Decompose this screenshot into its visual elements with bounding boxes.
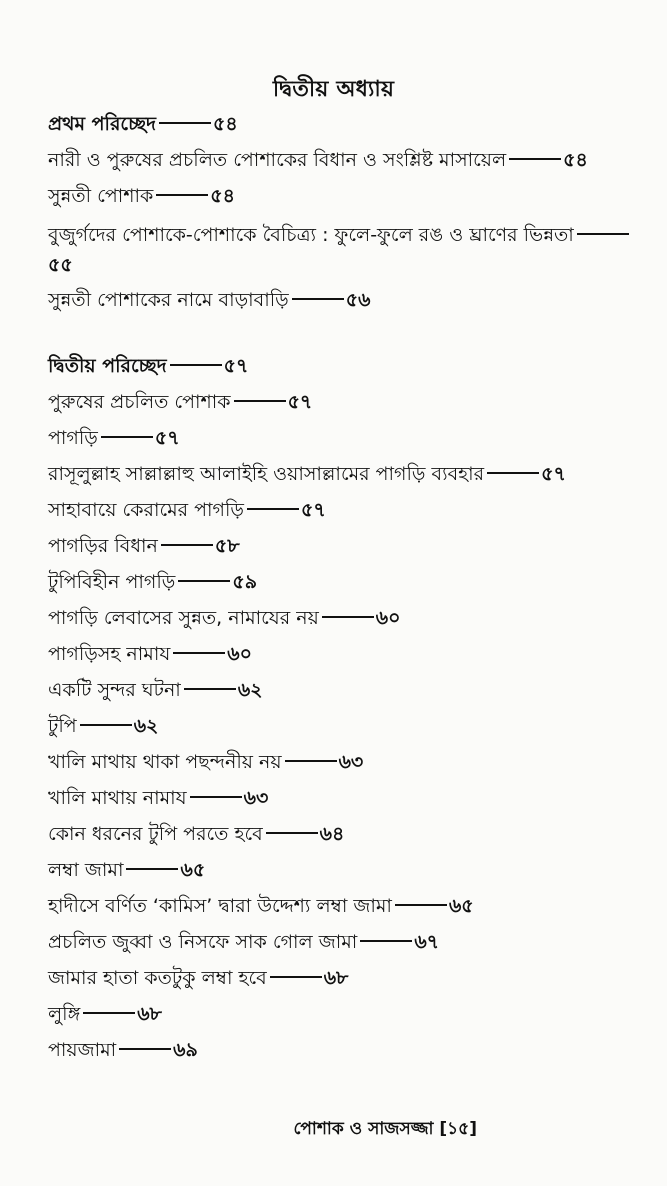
leader-dash: [161, 544, 213, 546]
toc-entry: [48, 750, 648, 786]
leader-dash: [101, 436, 153, 438]
page-number: ৬৫: [180, 859, 206, 881]
leader-dash: [190, 796, 242, 798]
section-heading: [48, 112, 648, 148]
entry-text: খালি মাথায় থাকা পছন্দনীয় নয়: [48, 751, 282, 773]
page-number: ৬৫: [448, 895, 474, 917]
toc-entry: [48, 642, 648, 678]
toc-entry: [48, 606, 648, 642]
toc-entry: [48, 426, 648, 462]
toc-entry: [48, 390, 648, 426]
page-number: ৫৭: [287, 391, 313, 413]
leader-dash: [487, 472, 539, 474]
toc-entry: [48, 822, 648, 858]
page-number: ৬০: [375, 607, 401, 629]
leader-dash: [170, 364, 222, 366]
page-number: ৫৬: [345, 289, 371, 311]
page-number: ৫৭: [541, 463, 566, 485]
entry-text: লম্বা জামা: [48, 859, 124, 881]
toc-entry: [48, 570, 648, 606]
page-number: ৬৪: [319, 823, 345, 845]
page-number: ৫৮: [214, 535, 240, 557]
entry-text: পাগড়ি লেবাসের সুন্নত, নামাযের নয়: [48, 607, 319, 629]
page-number: ৬৮: [323, 967, 349, 989]
leader-dash: [159, 122, 211, 124]
page-number: ৬২: [133, 715, 159, 737]
page-number: ৬২: [237, 679, 263, 701]
entry-text: পাগড়িসহ নামায: [48, 643, 171, 665]
leader-dash: [126, 868, 178, 870]
entry-text: টুপিবিহীন পাগড়ি: [48, 571, 176, 593]
leader-dash: [184, 688, 236, 690]
toc-entry: [48, 220, 648, 288]
toc-entry: [48, 498, 648, 534]
entry-text: হাদীসে বর্ণিত ‘কামিস’ দ্বারা উদ্দেশ্য লম্বা জামা: [48, 895, 392, 917]
leader-dash: [178, 580, 230, 582]
entry-text: লুঙ্গি: [48, 1003, 81, 1025]
toc-entry: [48, 148, 648, 184]
leader-dash: [395, 904, 447, 906]
page-footer: পোশাক ও সাজসজ্জা [১৫]: [293, 1119, 477, 1139]
leader-dash: [360, 940, 412, 942]
toc-entry: [48, 678, 648, 714]
page-number: ৬৭: [414, 931, 440, 953]
leader-dash: [173, 652, 225, 654]
entry-text: রাসূলুল্লাহ সাল্লাল্লাহু আলাইহি ওয়াসাল্লামের পাগড়ি ব্যবহার: [48, 463, 485, 485]
leader-dash: [156, 194, 208, 196]
entry-text: খালি মাথায় নামায: [48, 787, 187, 809]
toc-entry: [48, 858, 648, 894]
entry-text: জামার হাতা কতটুকু লম্বা হবে: [48, 967, 267, 989]
page-number: ৫৪: [563, 149, 588, 171]
leader-dash: [266, 832, 318, 834]
page-number: ৫৭: [154, 427, 180, 449]
toc-entry: [48, 786, 648, 822]
leader-dash: [292, 298, 344, 300]
toc-entry: [48, 462, 648, 498]
section-heading: [48, 354, 648, 390]
leader-dash: [247, 508, 299, 510]
page-number: ৬৯: [173, 1039, 198, 1061]
page-number: ৫৭: [301, 499, 326, 521]
leader-dash: [234, 400, 286, 402]
entry-text: প্রচলিত জুব্বা ও নিসফে সাক গোল জামা: [48, 931, 358, 953]
leader-dash: [119, 1048, 171, 1050]
leader-dash: [509, 158, 561, 160]
page-number: ৬০: [227, 643, 253, 665]
page-number: ৬৩: [338, 751, 364, 773]
entry-text: টুপি: [48, 715, 77, 737]
toc-entry: [48, 534, 648, 570]
entry-text: নারী ও পুরুষের প্রচলিত পোশাকের বিধান ও সংশ্লিষ্ট মাসায়েল: [48, 149, 507, 171]
entry-text: পুরুষের প্রচলিত পোশাক: [48, 391, 231, 413]
entry-text: দ্বিতীয় পরিচ্ছেদ: [48, 355, 167, 377]
leader-dash: [577, 233, 629, 235]
entry-text: কোন ধরনের টুপি পরতে হবে: [48, 823, 263, 845]
toc-entry: [48, 714, 648, 750]
entry-text: প্রথম পরিচ্ছেদ: [48, 113, 157, 135]
toc-entry: [48, 966, 648, 1002]
leader-dash: [270, 976, 322, 978]
page-number: ৬৩: [243, 787, 269, 809]
page-number: ৬৮: [137, 1003, 162, 1025]
page-number: ৫৯: [232, 571, 258, 593]
toc-entry: [48, 930, 648, 966]
page-number: ৫৪: [213, 113, 238, 135]
leader-dash: [322, 616, 374, 618]
entry-text: একটি সুন্দর ঘটনা: [48, 679, 181, 701]
entry-text: সুন্নতী পোশাক: [48, 185, 154, 207]
leader-dash: [80, 724, 132, 726]
page-number: ৫৭: [223, 355, 249, 377]
entry-text: পায়জামা: [48, 1039, 117, 1061]
entry-text: সাহাবায়ে কেরামের পাগড়ি: [48, 499, 245, 521]
entry-text: পাগড়ির বিধান: [48, 535, 158, 557]
toc-entry: [48, 288, 648, 324]
toc-entry: [48, 894, 648, 930]
entry-text: বুজুর্গদের পোশাকে-পোশাকে বৈচিত্র্য : ফুলে-ফুলে রঙ ও ঘ্রাণের ভিন্নতা: [48, 224, 574, 246]
toc-entry: [48, 1002, 648, 1038]
toc-entry: [48, 184, 648, 220]
entry-text: সুন্নতী পোশাকের নামে বাড়াবাড়ি: [48, 289, 289, 311]
table-of-contents: [48, 112, 648, 1074]
toc-entry: [48, 1038, 648, 1074]
page-number: ৫৫: [48, 254, 73, 276]
entry-text: পাগড়ি: [48, 427, 98, 449]
chapter-title: দ্বিতীয় অধ্যায়: [272, 77, 395, 102]
leader-dash: [285, 760, 337, 762]
page-number: ৫৪: [210, 185, 235, 207]
leader-dash: [83, 1012, 135, 1014]
